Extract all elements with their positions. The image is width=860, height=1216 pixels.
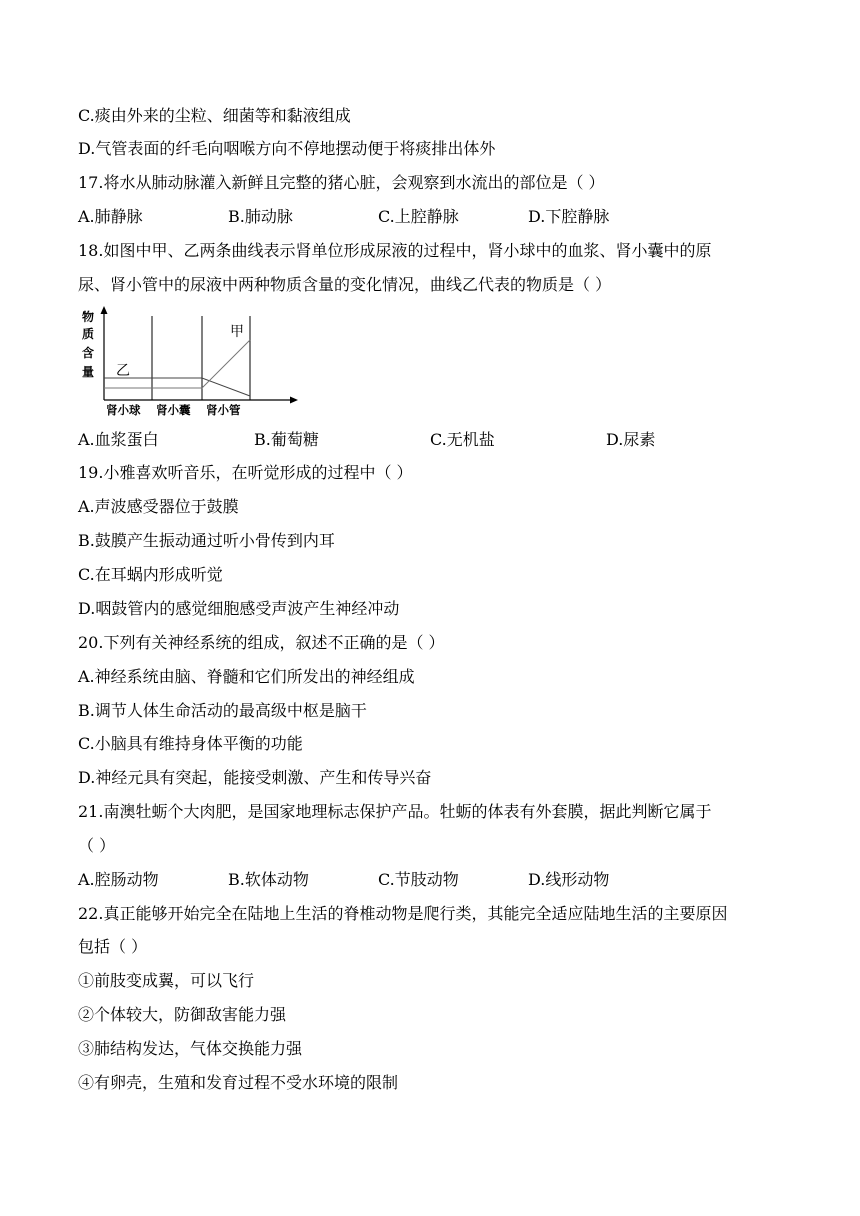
q21-option-b: B.软体动物	[228, 870, 309, 889]
q21-stem-line1: 21.南澳牡蛎个大肉肥，是国家地理标志保护产品。牡蛎的体表有外套膜，据此判断它属于	[78, 802, 712, 821]
x-label-tubule: 肾小管	[206, 403, 241, 417]
q17-option-c: C.上腔静脉	[378, 207, 459, 226]
q22-item-4: ④有卵壳，生殖和发育过程不受水环境的限制	[78, 1073, 399, 1092]
q16-option-c: C.痰由外来的尘粒、细菌等和黏液组成	[78, 106, 351, 125]
q22-stem-line1: 22.真正能够开始完全在陆地上生活的脊椎动物是爬行类，其能完全适应陆地生活的主要原因	[78, 904, 728, 923]
q20-option-c: C.小脑具有维持身体平衡的功能	[78, 734, 303, 753]
q18-options	[78, 430, 778, 450]
q18-stem-line1: 18.如图中甲、乙两条曲线表示肾单位形成尿液的过程中，肾小球中的血浆、肾小囊中的原	[78, 241, 712, 260]
x-axis-arrow-icon	[290, 397, 298, 404]
q17-options	[78, 207, 778, 227]
kidney-curve-figure	[78, 306, 302, 418]
q19-option-b: B.鼓膜产生振动通过听小骨传到内耳	[78, 531, 335, 550]
q21-option-a: A.腔肠动物	[78, 870, 159, 889]
q18-option-a: A.血浆蛋白	[78, 430, 159, 449]
curve-yi	[104, 378, 250, 396]
q17-option-a: A.肺静脉	[78, 207, 143, 226]
q17-stem: 17.将水从肺动脉灌入新鲜且完整的猪心脏，会观察到水流出的部位是（ ）	[78, 173, 605, 192]
q20-option-d: D.神经元具有突起，能接受刺激、产生和传导兴奋	[78, 768, 432, 787]
curve-label-jia: 甲	[230, 324, 244, 340]
q19-stem: 19.小雅喜欢听音乐，在听觉形成的过程中（ ）	[78, 463, 413, 482]
q18-option-b: B.葡萄糖	[254, 430, 319, 449]
q22-item-3: ③肺结构发达，气体交换能力强	[78, 1039, 303, 1058]
q18-option-c: C.无机盐	[430, 430, 495, 449]
q21-option-c: C.节肢动物	[378, 870, 459, 889]
q18-stem-line2: 尿、肾小管中的尿液中两种物质含量的变化情况，曲线乙代表的物质是（ ）	[78, 275, 612, 294]
y-label-char: 物	[82, 310, 95, 324]
q18-option-d: D.尿素	[606, 430, 656, 449]
x-label-glomerulus: 肾小球	[106, 403, 141, 417]
q16-option-d: D.气管表面的纤毛向咽喉方向不停地摆动便于将痰排出体外	[78, 139, 496, 158]
q20-option-a: A.神经系统由脑、脊髓和它们所发出的神经组成	[78, 667, 415, 686]
y-label-char: 量	[82, 365, 95, 379]
y-axis-arrow-icon	[101, 306, 108, 314]
q20-option-b: B.调节人体生命活动的最高级中枢是脑干	[78, 701, 367, 720]
q19-option-c: C.在耳蜗内形成听觉	[78, 565, 223, 584]
q21-option-d: D.线形动物	[528, 870, 610, 889]
q17-option-d: D.下腔静脉	[528, 207, 610, 226]
q17-option-b: B.肺动脉	[228, 207, 293, 226]
q19-option-a: A.声波感受器位于鼓膜	[78, 497, 239, 516]
q21-stem-line2: （ ）	[78, 836, 116, 855]
q22-stem-line2: 包括（ ）	[78, 937, 148, 956]
q19-option-d: D.咽鼓管内的感觉细胞感受声波产生神经冲动	[78, 599, 400, 618]
x-label-capsule: 肾小囊	[156, 403, 191, 417]
q22-item-1: ①前肢变成翼，可以飞行	[78, 971, 255, 990]
q21-options	[78, 870, 778, 890]
y-label-char: 质	[82, 327, 95, 341]
y-label-char: 含	[82, 346, 95, 360]
kidney-curve-diagram	[78, 306, 302, 418]
curve-label-yi: 乙	[116, 363, 130, 379]
q20-stem: 20.下列有关神经系统的组成，叙述不正确的是（ ）	[78, 633, 445, 652]
q22-item-2: ②个体较大，防御敌害能力强	[78, 1005, 287, 1024]
